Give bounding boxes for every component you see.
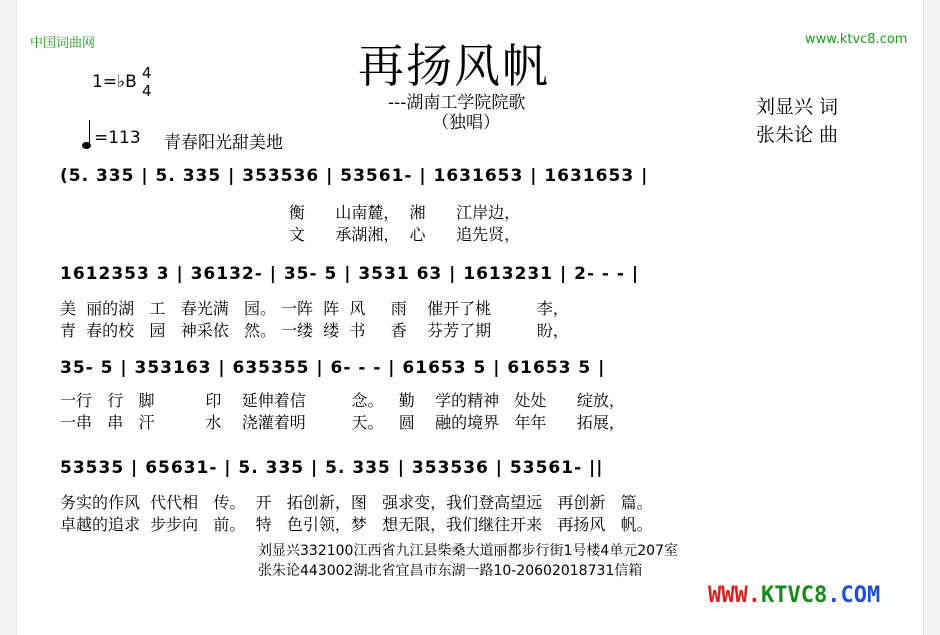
lyricist-credit: 刘显兴 词 xyxy=(756,96,839,118)
performance-type: （独唱） xyxy=(432,113,500,133)
lyric-line-1a: 衡 山南麓， 湘 江岸边， xyxy=(60,203,521,222)
address-composer: 张朱论443002湖北省宜昌市东湖一路10-20602018731信箱 xyxy=(258,563,643,579)
brand-part-tld: .COM xyxy=(827,583,881,608)
quarter-note-head-icon xyxy=(82,142,91,149)
lyric-line-3b: 一串 串 汗 水 浇灌着明 天。 圆 融的境界 年年 拓展， xyxy=(60,413,625,432)
music-line-3: 35- 5 | 353163 | 635355 | 6- - - | 61653 5 | 61653 5 | xyxy=(60,358,606,378)
composer-credit: 张朱论 曲 xyxy=(756,124,839,146)
site-name-left: 中国词曲网 xyxy=(30,36,96,51)
music-line-4: 53535 | 65631- | 5. 335 | 5. 335 | 353536 | 53561- || xyxy=(60,458,604,478)
meter-top: 4 xyxy=(142,64,152,82)
lyric-line-4a: 务实的作风 代代相 传。 开 拓创新，图 强求变，我们登高望远 再创新 篇。 xyxy=(60,493,653,512)
music-line-2: 1612353 3 | 36132- | 35- 5 | 3531 63 | 1613231 | 2- - - | xyxy=(60,264,640,284)
right-margin-strip xyxy=(923,0,940,635)
brand-part-www: WWW. xyxy=(708,583,761,608)
lyric-line-4b: 卓越的追求 步步向 前。 特 色引领，梦 想无限，我们继往开来 再扬风 帆。 xyxy=(60,515,653,534)
time-signature xyxy=(142,64,152,100)
meter-bottom: 4 xyxy=(142,82,152,100)
site-url-right: www.ktvc8.com xyxy=(805,32,908,47)
quarter-note-icon xyxy=(89,120,90,145)
brand-watermark xyxy=(708,583,880,608)
brand-part-name: KTVC8 xyxy=(760,583,828,608)
song-title: 再扬风帆 xyxy=(358,39,550,93)
left-margin-strip xyxy=(0,0,17,635)
address-lyricist: 刘显兴332100江西省九江县柴桑大道丽都步行街1号楼4单元207室 xyxy=(258,543,678,559)
lyric-line-2a: 美 丽的湖 工 春光满 园。 一阵 阵 风 雨 催开了桃 李， xyxy=(60,299,569,318)
lyric-line-2b: 青 春的校 园 神采依 然。 一缕 缕 书 香 芬芳了期 盼， xyxy=(60,321,569,340)
tempo-marking: =113 xyxy=(94,128,141,148)
expression-marking: 青春阳光甜美地 xyxy=(164,133,283,153)
lyric-line-1b: 文 承湖湘， 心 追先贤， xyxy=(60,225,521,244)
key-signature: 1=♭B xyxy=(92,72,137,92)
lyric-line-3a: 一行 行 脚 印 延伸着信 念。 勤 学的精神 处处 绽放， xyxy=(60,391,625,410)
music-line-1: (5. 335 | 5. 335 | 353536 | 53561- | 1631653 | 1631653 | xyxy=(60,166,649,186)
song-subtitle: ---湖南工学院院歌 xyxy=(388,93,526,113)
